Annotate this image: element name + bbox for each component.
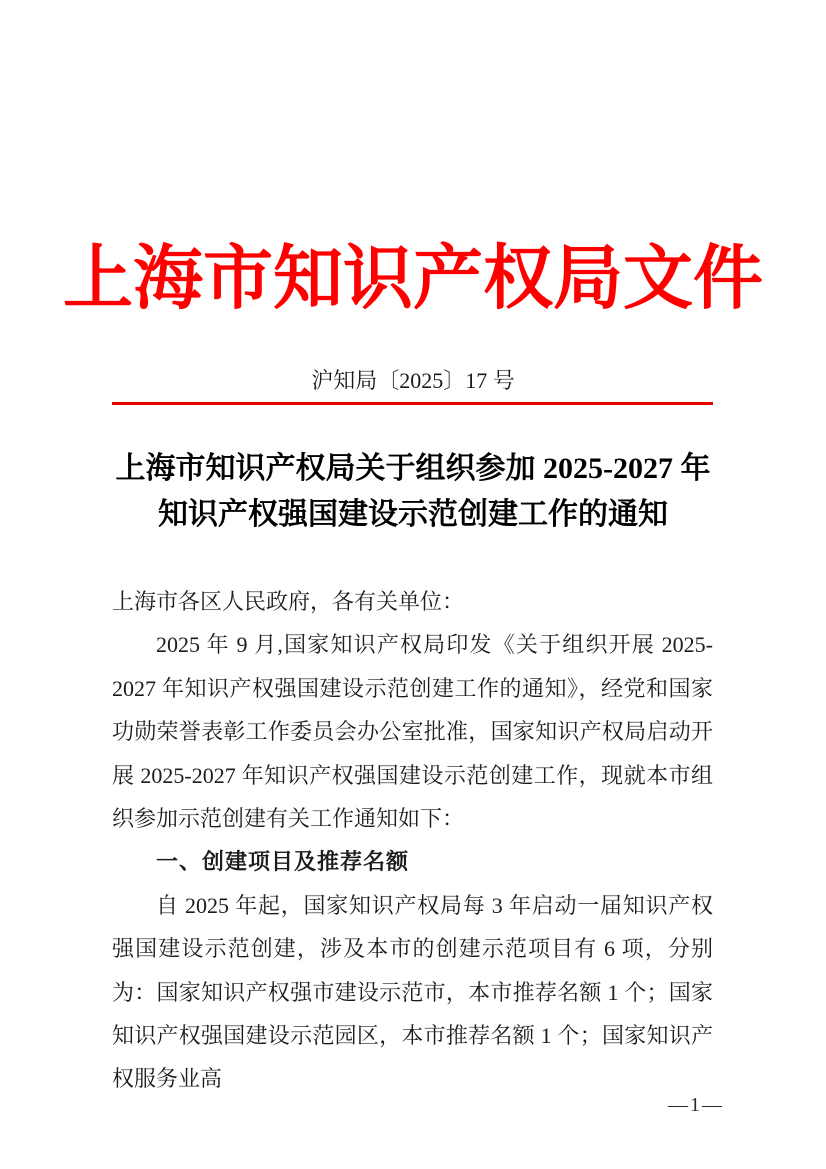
red-divider-line <box>112 402 713 405</box>
section-heading-1: 一、创建项目及推荐名额 <box>156 849 410 875</box>
document-number: 沪知局〔2025〕17 号 <box>311 368 515 393</box>
salutation-line: 上海市各区人民政府，各有关单位： <box>112 589 465 614</box>
document-title-line2: 知识产权强国建设示范创建工作的通知 <box>158 498 668 531</box>
document-title <box>56 446 770 538</box>
paragraph-intro: 2025 年 9 月,国家知识产权局印发《关于组织开展 2025-2027 年知识产权强国建设示范创建工作的通知》，经党和国家功勋荣誉表彰工作委员会办公室批准，国家知识产权局启动开展 2025-2027 年知识产权强国建设示范创建工作，现就本市组织参加示范创建有关工作通知如下： <box>112 632 713 832</box>
page-number: —1— <box>668 1094 724 1116</box>
paragraph-section1: 自 2025 年起，国家知识产权局每 3 年启动一届知识产权强国建设示范创建，涉及本市的创建示范项目有 6 项，分别为：国家知识产权强市建设示范市，本市推荐名额 1 个；国家知识产权强国建设示范园区，本市推荐名额 1 个；国家知识产权服务业高 <box>112 892 713 1092</box>
letterhead-title: 上海市知识产权局文件 <box>63 241 763 318</box>
document-title-line1: 上海市知识产权局关于组织参加 2025-2027 年 <box>115 452 711 485</box>
document-body <box>112 580 713 1101</box>
